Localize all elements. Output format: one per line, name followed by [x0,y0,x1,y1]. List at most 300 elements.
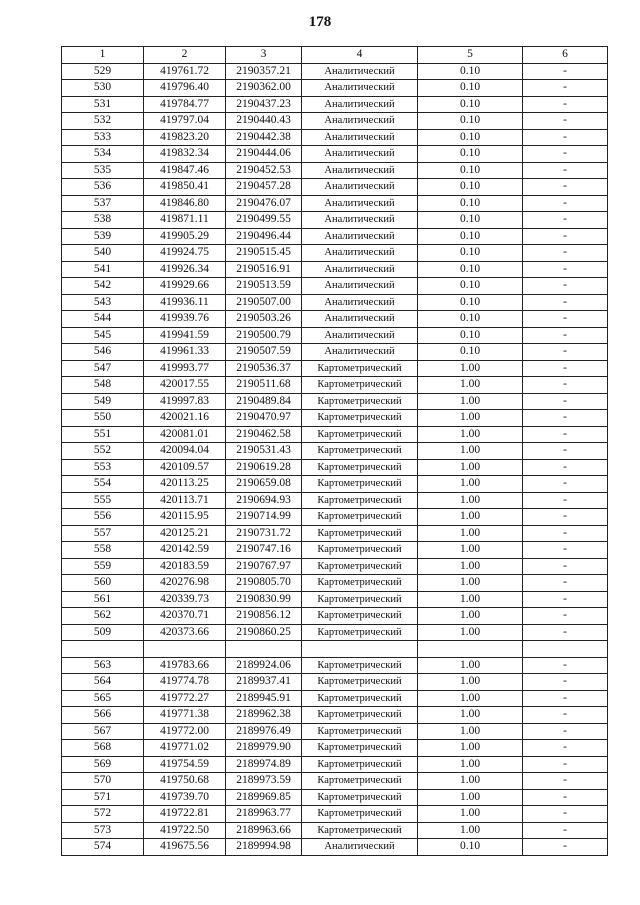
table-cell: - [523,707,608,724]
table-row [62,509,608,526]
table-cell: Аналитический [302,113,418,130]
table-row [62,410,608,427]
table-cell: 2190507.00 [226,294,302,311]
table-row [62,278,608,295]
table-row [62,294,608,311]
table-row [62,146,608,163]
table-cell: - [523,608,608,625]
table-cell: - [523,212,608,229]
table-cell: Картометрический [302,377,418,394]
table-cell: 2190513.59 [226,278,302,295]
table-cell: 2190500.79 [226,327,302,344]
table-cell: Аналитический [302,96,418,113]
table-cell: 419722.50 [144,822,226,839]
table-cell: Картометрический [302,476,418,493]
table-cell: 2190357.21 [226,63,302,80]
table-cell: 419771.02 [144,740,226,757]
table-row [62,113,608,130]
table-cell: - [523,63,608,80]
table-cell: 557 [62,525,144,542]
table-cell: 420370.71 [144,608,226,625]
table-cell: 1.00 [418,426,523,443]
table-cell: Картометрический [302,608,418,625]
table-cell: 419997.83 [144,393,226,410]
table-cell: 1.00 [418,558,523,575]
table-cell: 419926.34 [144,261,226,278]
table-cell: 2190444.06 [226,146,302,163]
table-cell: 2190767.97 [226,558,302,575]
table-cell: 549 [62,393,144,410]
table-cell: 533 [62,129,144,146]
table-cell: 419924.75 [144,245,226,262]
table-cell: 2189973.59 [226,773,302,790]
table-cell: Картометрический [302,806,418,823]
table-cell: 543 [62,294,144,311]
table-cell: - [523,261,608,278]
column-header: 5 [418,47,523,64]
table-cell: Картометрический [302,740,418,757]
table-cell: 2189963.77 [226,806,302,823]
table-row [62,311,608,328]
table-cell: 0.10 [418,212,523,229]
table-cell: - [523,674,608,691]
table-cell: 1.00 [418,591,523,608]
table-cell: Картометрический [302,492,418,509]
table-cell: 0.10 [418,245,523,262]
table-cell: 554 [62,476,144,493]
table-cell: 548 [62,377,144,394]
table-cell: 2189976.49 [226,723,302,740]
table-cell: 2189979.90 [226,740,302,757]
table-cell: Аналитический [302,212,418,229]
table-cell: 1.00 [418,723,523,740]
table-cell: 420094.04 [144,443,226,460]
table-cell: Картометрический [302,509,418,526]
table-cell: 2189994.98 [226,839,302,856]
table-cell: - [523,360,608,377]
table-cell: 1.00 [418,575,523,592]
table-cell: Картометрический [302,410,418,427]
table-cell: 419675.56 [144,839,226,856]
table-cell: Аналитический [302,63,418,80]
table-cell: 420109.57 [144,459,226,476]
table-cell: - [523,129,608,146]
table-row [62,591,608,608]
table-cell: 1.00 [418,773,523,790]
table-cell: - [523,525,608,542]
table-cell [226,641,302,658]
coordinates-table [61,46,608,856]
table-cell: - [523,690,608,707]
table-cell: - [523,558,608,575]
table-cell: 2190714.99 [226,509,302,526]
table-cell: Картометрический [302,542,418,559]
table-cell: 0.10 [418,344,523,361]
table-cell: - [523,245,608,262]
table-cell: Картометрический [302,789,418,806]
table-cell: 420339.73 [144,591,226,608]
table-row [62,690,608,707]
table-cell: 573 [62,822,144,839]
table-cell: Аналитический [302,311,418,328]
table-cell: 419847.46 [144,162,226,179]
table-cell: 419722.81 [144,806,226,823]
table-cell: 2190457.28 [226,179,302,196]
table-cell: 419905.29 [144,228,226,245]
table-cell: 2190362.00 [226,80,302,97]
page-number: 178 [308,14,332,30]
table-row [62,393,608,410]
table-cell: - [523,591,608,608]
table-cell: 2190731.72 [226,525,302,542]
table-cell: 420113.25 [144,476,226,493]
table-cell: 538 [62,212,144,229]
table-cell: 2190860.25 [226,624,302,641]
table-cell: 560 [62,575,144,592]
table-cell: 419772.27 [144,690,226,707]
table-cell: - [523,410,608,427]
table-cell: 2190515.45 [226,245,302,262]
table-cell: 419761.72 [144,63,226,80]
table-row [62,558,608,575]
table-cell: - [523,162,608,179]
table-cell: 2190830.99 [226,591,302,608]
table-cell: 541 [62,261,144,278]
table-cell: Аналитический [302,278,418,295]
table-cell: 1.00 [418,410,523,427]
table-cell: 1.00 [418,624,523,641]
table-row [62,162,608,179]
column-header: 2 [144,47,226,64]
table-cell: - [523,789,608,806]
table-cell: Аналитический [302,228,418,245]
table-cell: Картометрический [302,426,418,443]
table-row [62,377,608,394]
table-cell: 420125.21 [144,525,226,542]
table-cell: - [523,657,608,674]
table-cell: 2189945.91 [226,690,302,707]
table-cell: 564 [62,674,144,691]
table-cell: 1.00 [418,707,523,724]
table-cell: - [523,344,608,361]
table-row [62,63,608,80]
table-row [62,608,608,625]
table-cell: 2190440.43 [226,113,302,130]
table-cell: 1.00 [418,492,523,509]
table-cell: 1.00 [418,657,523,674]
table-cell: - [523,839,608,856]
table-cell: 419939.76 [144,311,226,328]
table-cell: 2190437.23 [226,96,302,113]
table-cell: 566 [62,707,144,724]
table-cell: 419846.80 [144,195,226,212]
table-cell: 571 [62,789,144,806]
table-cell: - [523,393,608,410]
table-row [62,641,608,658]
table-cell: 0.10 [418,179,523,196]
table-row [62,707,608,724]
table-row [62,624,608,641]
table-header-row [62,47,608,64]
table-cell: Картометрический [302,360,418,377]
table-cell: 2190470.97 [226,410,302,427]
table-cell: 419941.59 [144,327,226,344]
table-cell: 2190511.68 [226,377,302,394]
table-row [62,756,608,773]
table-cell: 558 [62,542,144,559]
table-cell: Картометрический [302,756,418,773]
table-cell: 0.10 [418,195,523,212]
table-cell: - [523,476,608,493]
table-row [62,789,608,806]
table-cell: Картометрический [302,723,418,740]
table-row [62,426,608,443]
table-row [62,261,608,278]
table-cell: Картометрический [302,657,418,674]
table-row [62,179,608,196]
table-cell: 1.00 [418,740,523,757]
table-cell: 553 [62,459,144,476]
table-cell: Картометрический [302,674,418,691]
table-cell: 0.10 [418,311,523,328]
table-cell: - [523,773,608,790]
table-cell: - [523,492,608,509]
table-cell: - [523,740,608,757]
table-cell: 563 [62,657,144,674]
table-cell: 1.00 [418,393,523,410]
table-row [62,723,608,740]
table-cell: Аналитический [302,195,418,212]
table-cell: Картометрический [302,575,418,592]
table-cell: 561 [62,591,144,608]
table-row [62,476,608,493]
table-cell: 0.10 [418,278,523,295]
table-row [62,360,608,377]
table-cell: 2190452.53 [226,162,302,179]
table-cell: Картометрический [302,525,418,542]
table-cell: 419784.77 [144,96,226,113]
table-cell: 420183.59 [144,558,226,575]
table-cell: 569 [62,756,144,773]
table-cell: 1.00 [418,822,523,839]
table-cell: 1.00 [418,806,523,823]
table-cell: 420021.16 [144,410,226,427]
table-cell: 2189937.41 [226,674,302,691]
table-cell: - [523,624,608,641]
table-cell: 0.10 [418,80,523,97]
table-cell: 419797.04 [144,113,226,130]
table-cell: 419771.38 [144,707,226,724]
table-cell: 2189962.38 [226,707,302,724]
table-row [62,839,608,856]
table-cell: 419823.20 [144,129,226,146]
table-cell: - [523,443,608,460]
table-cell: 565 [62,690,144,707]
table-cell: - [523,377,608,394]
table-row [62,212,608,229]
table-cell: - [523,96,608,113]
table-cell: 530 [62,80,144,97]
table-cell: Картометрический [302,624,418,641]
column-header: 1 [62,47,144,64]
table-cell: - [523,575,608,592]
table-cell: Аналитический [302,294,418,311]
table-cell: - [523,146,608,163]
table-cell: 419871.11 [144,212,226,229]
table-cell: 535 [62,162,144,179]
table-cell: Картометрический [302,558,418,575]
table-cell: 1.00 [418,525,523,542]
table-cell: 0.10 [418,96,523,113]
table-row [62,822,608,839]
table-cell: 1.00 [418,443,523,460]
table-cell: 539 [62,228,144,245]
table-cell: - [523,509,608,526]
table-cell: 0.10 [418,129,523,146]
table-row [62,327,608,344]
table-row [62,674,608,691]
table-cell: 546 [62,344,144,361]
table-cell: 419929.66 [144,278,226,295]
table-cell: 2189924.06 [226,657,302,674]
table-cell: 2190516.91 [226,261,302,278]
table-cell: 420276.98 [144,575,226,592]
table-cell: 419961.33 [144,344,226,361]
table-cell: - [523,179,608,196]
table-cell: 542 [62,278,144,295]
table-row [62,443,608,460]
table-cell: 2190496.44 [226,228,302,245]
table-cell: 532 [62,113,144,130]
table-row [62,344,608,361]
table-cell: Аналитический [302,146,418,163]
table-cell: Аналитический [302,245,418,262]
table-cell: 0.10 [418,162,523,179]
table-cell: 2189974.89 [226,756,302,773]
table-cell: 2190442.38 [226,129,302,146]
table-cell: 2190531.43 [226,443,302,460]
table-cell: 419750.68 [144,773,226,790]
table-cell: - [523,459,608,476]
table-cell: Картометрический [302,822,418,839]
table-cell: 2190507.59 [226,344,302,361]
table-cell: - [523,542,608,559]
table-cell: 420373.66 [144,624,226,641]
table-cell: - [523,756,608,773]
table-cell: 2189969.85 [226,789,302,806]
table-cell: 544 [62,311,144,328]
table-cell: Аналитический [302,179,418,196]
table-cell: 420115.95 [144,509,226,526]
table-cell: 534 [62,146,144,163]
table-cell: - [523,311,608,328]
column-header: 3 [226,47,302,64]
table-cell: 2190747.16 [226,542,302,559]
table-cell: 419772.00 [144,723,226,740]
table-cell: 2190659.08 [226,476,302,493]
table-cell: 531 [62,96,144,113]
column-header: 4 [302,47,418,64]
table-cell: 562 [62,608,144,625]
table-body [62,63,608,855]
table-cell: 1.00 [418,789,523,806]
table-cell: 552 [62,443,144,460]
table-row [62,129,608,146]
table-cell: 545 [62,327,144,344]
table-cell: 536 [62,179,144,196]
table-cell: 1.00 [418,674,523,691]
table-cell: 2190462.58 [226,426,302,443]
table-cell [62,641,144,658]
table-cell: 0.10 [418,327,523,344]
table-cell: Аналитический [302,261,418,278]
table-row [62,575,608,592]
table-cell: - [523,195,608,212]
table-cell: 2190503.26 [226,311,302,328]
table-cell: Картометрический [302,459,418,476]
table-cell: 1.00 [418,509,523,526]
table-cell: Картометрический [302,773,418,790]
table-cell: 419783.66 [144,657,226,674]
column-header: 6 [523,47,608,64]
table-row [62,525,608,542]
table-cell: 0.10 [418,261,523,278]
table-row [62,740,608,757]
table-cell: 1.00 [418,756,523,773]
table-row [62,657,608,674]
table-cell: - [523,294,608,311]
table-cell: 551 [62,426,144,443]
table-cell: 572 [62,806,144,823]
table-cell: 567 [62,723,144,740]
table-cell [523,641,608,658]
table-cell: 420017.55 [144,377,226,394]
table-cell: 0.10 [418,113,523,130]
table-cell: 1.00 [418,360,523,377]
table-cell: 420113.71 [144,492,226,509]
table-cell: 419993.77 [144,360,226,377]
table-cell: 0.10 [418,146,523,163]
table-cell: 529 [62,63,144,80]
table-cell: Аналитический [302,80,418,97]
table-cell: 550 [62,410,144,427]
table-cell: - [523,806,608,823]
table-cell: 555 [62,492,144,509]
table-cell [144,641,226,658]
table-cell: - [523,723,608,740]
table-cell: 419739.70 [144,789,226,806]
table-cell: - [523,426,608,443]
table-row [62,806,608,823]
table-cell: 556 [62,509,144,526]
table-cell: 570 [62,773,144,790]
table-cell: 0.10 [418,294,523,311]
table-cell: 2190694.93 [226,492,302,509]
table-cell: Аналитический [302,162,418,179]
table-cell: 2190489.84 [226,393,302,410]
table-row [62,492,608,509]
table-cell: 419850.41 [144,179,226,196]
table-row [62,80,608,97]
table-cell: 537 [62,195,144,212]
table-cell: 419832.34 [144,146,226,163]
table-cell: 2190476.07 [226,195,302,212]
table-cell: 1.00 [418,608,523,625]
table-cell: 1.00 [418,542,523,559]
table-cell: 0.10 [418,839,523,856]
table-cell: 2190805.70 [226,575,302,592]
table-cell: 0.10 [418,228,523,245]
